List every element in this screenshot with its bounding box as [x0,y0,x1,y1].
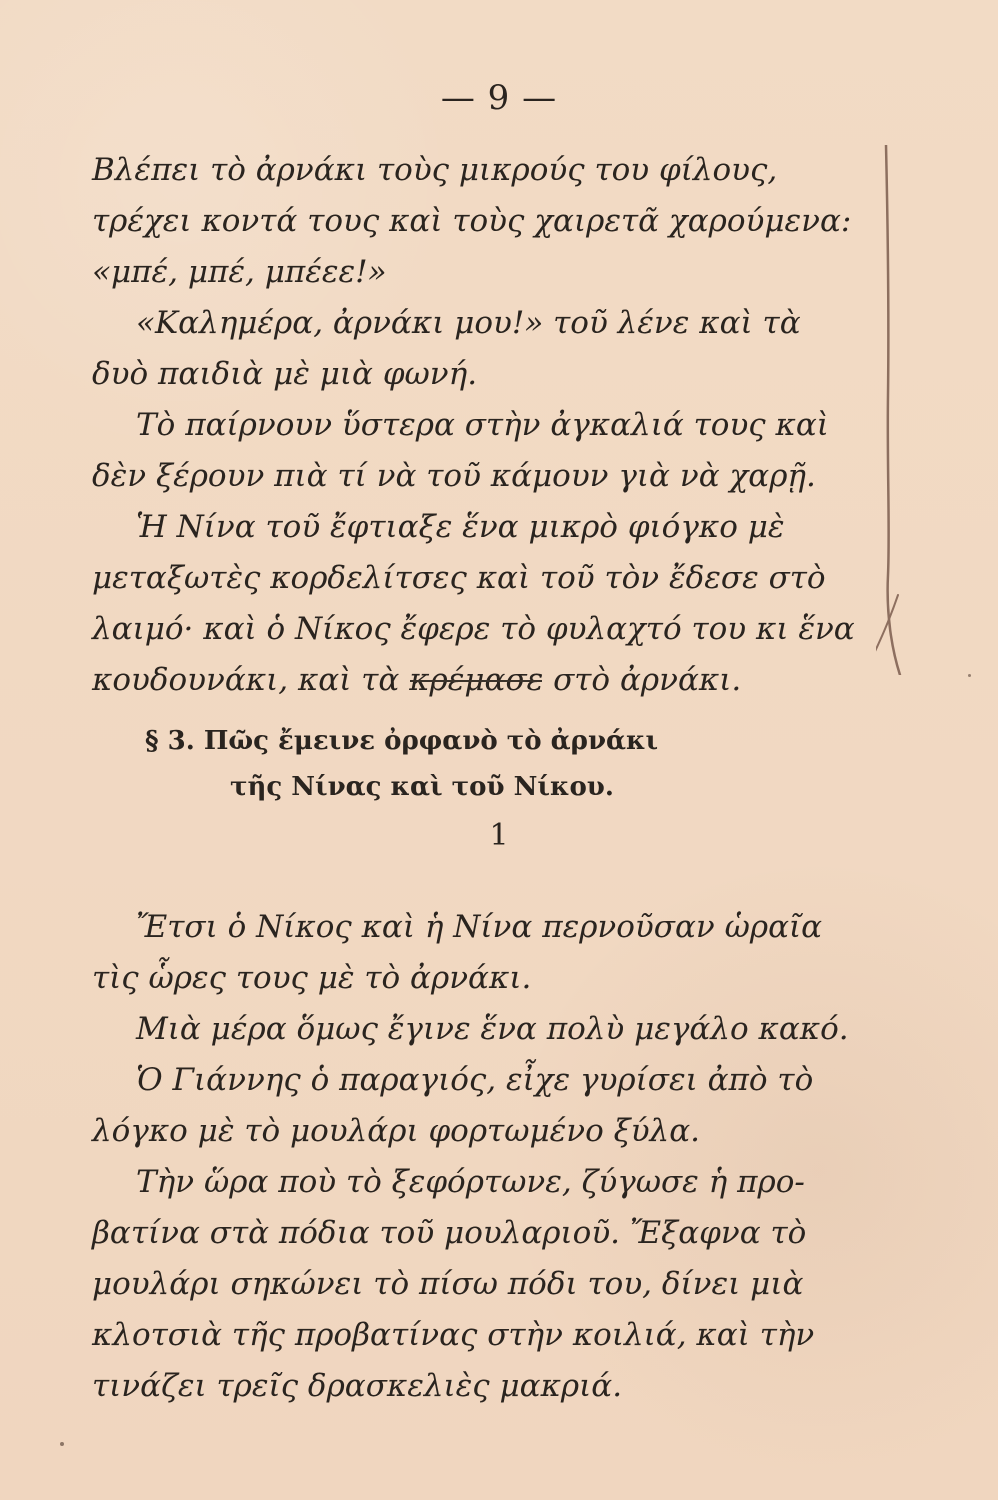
text-line: «μπέ, μπέ, μπέεε!» [92,254,387,290]
paper-dot [968,674,971,677]
subsection-number: 1 [489,818,509,853]
text-line: λαιμό· καὶ ὁ Νίκος ἔφερε τὸ φυλαχτό του κι ἕνα [92,611,855,647]
text-line: βατίνα στὰ πόδια τοῦ μουλαριοῦ. Ἔξαφνα τὸ [92,1215,807,1251]
text-line: Βλέπει τὸ ἀρνάκι τοὺς μικρούς του φίλους, [92,152,778,188]
text-line: τὶς ὧρες τους μὲ τὸ ἀρνάκι. [92,960,532,996]
text-line: Τὴν ὥρα ποὺ τὸ ξεφόρτωνε, ζύγωσε ἡ προ- [136,1164,805,1200]
text-line: κουδουνάκι, καὶ τὰ κρέμασε στὸ ἀρνάκι. [92,662,742,698]
text-line: δὲν ξέρουν πιὰ τί νὰ τοῦ κάμουν γιὰ νὰ χαρῇ. [92,458,816,494]
text-line: λόγκο μὲ τὸ μουλάρι φορτωμένο ξύλα. [92,1113,700,1149]
text-line: μουλάρι σηκώνει τὸ πίσω πόδι του, δίνει μιὰ [92,1266,804,1302]
page-number: — 9 — [440,78,558,118]
text-line: Ὁ Γιάννης ὁ παραγιός, εἶχε γυρίσει ἀπὸ τὸ [136,1062,814,1098]
text-line: «Καλημέρα, ἀρνάκι μου!» τοῦ λένε καὶ τὰ [136,305,801,341]
section-title-line-1: § 3. Πῶς ἔμεινε ὀρφανὸ τὸ ἀρνάκι [145,726,659,756]
text-line: Ἔτσι ὁ Νίκος καὶ ἡ Νίνα περνοῦσαν ὡραῖα [136,909,823,945]
text-line: Μιὰ μέρα ὅμως ἔγινε ἕνα πολὺ μεγάλο κακό. [136,1011,849,1047]
text-line: δυὸ παιδιὰ μὲ μιὰ φωνή. [92,356,478,392]
bottom-paragraphs [92,902,882,1412]
section-heading [145,718,845,810]
paper-dot [60,1442,64,1446]
text-line: τινάζει τρεῖς δρασκελιὲς μακριά. [92,1368,623,1404]
text-line: τρέχει κοντά τους καὶ τοὺς χαιρετᾶ χαρούμενα: [92,203,852,239]
text-line: μεταξωτὲς κορδελίτσες καὶ τοῦ τὸν ἔδεσε στὸ [92,560,826,596]
text-line: κλοτσιὰ τῆς προβατίνας στὴν κοιλιά, καὶ τὴν [92,1317,815,1353]
top-paragraphs [92,145,882,706]
section-divider [410,680,542,682]
section-title-line-2: τῆς Νίνας καὶ τοῦ Νίκου. [230,772,614,802]
text-line: Ἡ Νίνα τοῦ ἔφτιαξε ἕνα μικρὸ φιόγκο μὲ [136,509,785,545]
text-line: Τὸ παίρνουν ὕστερα στὴν ἀγκαλιά τους καὶ [136,407,829,443]
